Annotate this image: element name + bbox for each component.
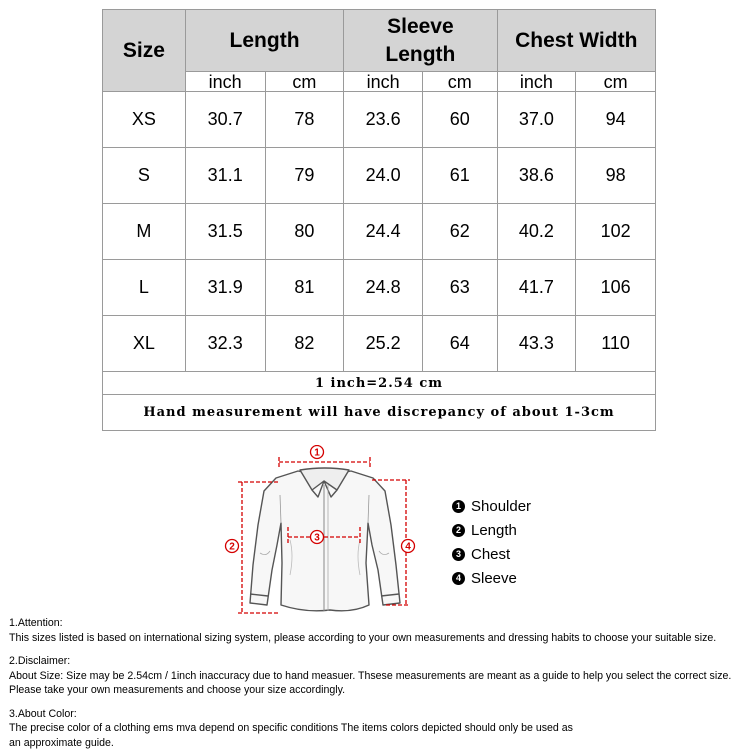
sleeve-inch-cell: 24.8 (344, 260, 423, 316)
color-text: The precise color of a clothing ems mva depend on specific conditions The items colors depicted should only be used as (9, 722, 573, 734)
attention-text: This sizes listed is based on international sizing system, please according to your own measurements and dressing habits to choose your suitable size. (9, 631, 717, 644)
table-unit-row (103, 72, 656, 92)
marker-2 (226, 540, 239, 553)
attention-title: 1.Attention: (9, 617, 63, 629)
chest-cm-cell: 102 (576, 204, 656, 260)
unit-cell: cm (265, 72, 344, 92)
unit-cell: inch (185, 72, 265, 92)
length-cm-cell: 78 (265, 92, 344, 148)
length-cm-cell: 79 (265, 148, 344, 204)
sleeve-cm-cell: 63 (422, 260, 497, 316)
legend-label: Sleeve (471, 569, 517, 587)
sleeve-inch-cell: 25.2 (344, 316, 423, 372)
marker-1 (311, 446, 324, 459)
header-size: Size (103, 10, 186, 92)
unit-cell: cm (576, 72, 656, 92)
color-title: 3.About Color: (9, 707, 77, 720)
chest-cm-cell: 98 (576, 148, 656, 204)
length-cm-cell: 82 (265, 316, 344, 372)
chest-cm-cell: 110 (576, 316, 656, 372)
size-cell: L (103, 260, 186, 316)
svg-text:2: 2 (229, 541, 235, 553)
length-cm-cell: 81 (265, 260, 344, 316)
sleeve-cm-cell: 61 (422, 148, 497, 204)
legend-item-chest (452, 542, 531, 566)
size-cell: M (103, 204, 186, 260)
sleeve-inch-cell: 24.0 (344, 148, 423, 204)
chest-cm-cell: 94 (576, 92, 656, 148)
size-cell: XL (103, 316, 186, 372)
chest-inch-cell: 41.7 (497, 260, 576, 316)
legend-label: Chest (471, 545, 511, 563)
header-sleeve-line1: Sleeve (387, 14, 454, 38)
sleeve-inch-cell: 24.4 (344, 204, 423, 260)
unit-cell: cm (422, 72, 497, 92)
legend-item-shoulder (452, 494, 531, 518)
measurement-note-row (103, 395, 656, 431)
chest-inch-cell: 43.3 (497, 316, 576, 372)
table-row (103, 316, 656, 372)
table-row (103, 204, 656, 260)
table-row (103, 260, 656, 316)
size-chart-table (102, 9, 656, 431)
chest-inch-cell: 38.6 (497, 148, 576, 204)
legend-label: Length (471, 521, 517, 539)
size-cell: XS (103, 92, 186, 148)
sleeve-cm-cell: 62 (422, 204, 497, 260)
header-sleeve-length (344, 10, 497, 72)
legend-number-icon: 3 (452, 548, 465, 561)
chest-cm-cell: 106 (576, 260, 656, 316)
legend-number-icon: 4 (452, 572, 465, 585)
marker-3 (311, 531, 324, 544)
size-cell: S (103, 148, 186, 204)
svg-text:1: 1 (314, 447, 320, 459)
chest-inch-cell: 40.2 (497, 204, 576, 260)
unit-cell: inch (344, 72, 423, 92)
svg-text:4: 4 (405, 541, 411, 553)
table-header-row (103, 10, 656, 72)
shirt-measurement-diagram (220, 445, 430, 618)
length-inch-cell: 31.9 (185, 260, 265, 316)
measurement-note: Hand measurement will have discrepancy of about 1-3cm (103, 395, 656, 431)
diagram-legend (452, 494, 531, 590)
header-length: Length (185, 10, 343, 72)
sleeve-inch-cell: 23.6 (344, 92, 423, 148)
disclaimer-text: About Size: Size may be 2.54cm / 1inch inaccuracy due to hand measuer. Thsese measurements are meant as a guide to help you select the correct size. (9, 669, 732, 682)
conversion-note-row (103, 372, 656, 395)
length-cm-cell: 80 (265, 204, 344, 260)
conversion-note: 1 inch=2.54 cm (103, 372, 656, 395)
legend-number-icon: 2 (452, 524, 465, 537)
sleeve-cm-cell: 60 (422, 92, 497, 148)
size-notes (9, 616, 745, 750)
marker-4 (402, 540, 415, 553)
shirt-illustration (250, 468, 400, 611)
table-row (103, 148, 656, 204)
sleeve-cm-cell: 64 (422, 316, 497, 372)
header-sleeve-line2: Length (385, 42, 456, 66)
unit-cell: inch (497, 72, 576, 92)
svg-text:3: 3 (314, 532, 320, 544)
length-inch-cell: 32.3 (185, 316, 265, 372)
legend-item-sleeve (452, 566, 531, 590)
legend-number-icon: 1 (452, 500, 465, 513)
disclaimer-text: Please take your own measurements and choose your size accordingly. (9, 684, 346, 696)
table-row (103, 92, 656, 148)
header-chest-width: Chest Width (497, 10, 655, 72)
legend-label: Shoulder (471, 497, 532, 515)
chest-inch-cell: 37.0 (497, 92, 576, 148)
length-inch-cell: 31.1 (185, 148, 265, 204)
legend-item-length (452, 518, 531, 542)
length-inch-cell: 31.5 (185, 204, 265, 260)
disclaimer-title: 2.Disclaimer: (9, 655, 71, 667)
color-text: an approximate guide. (9, 736, 114, 749)
length-inch-cell: 30.7 (185, 92, 265, 148)
